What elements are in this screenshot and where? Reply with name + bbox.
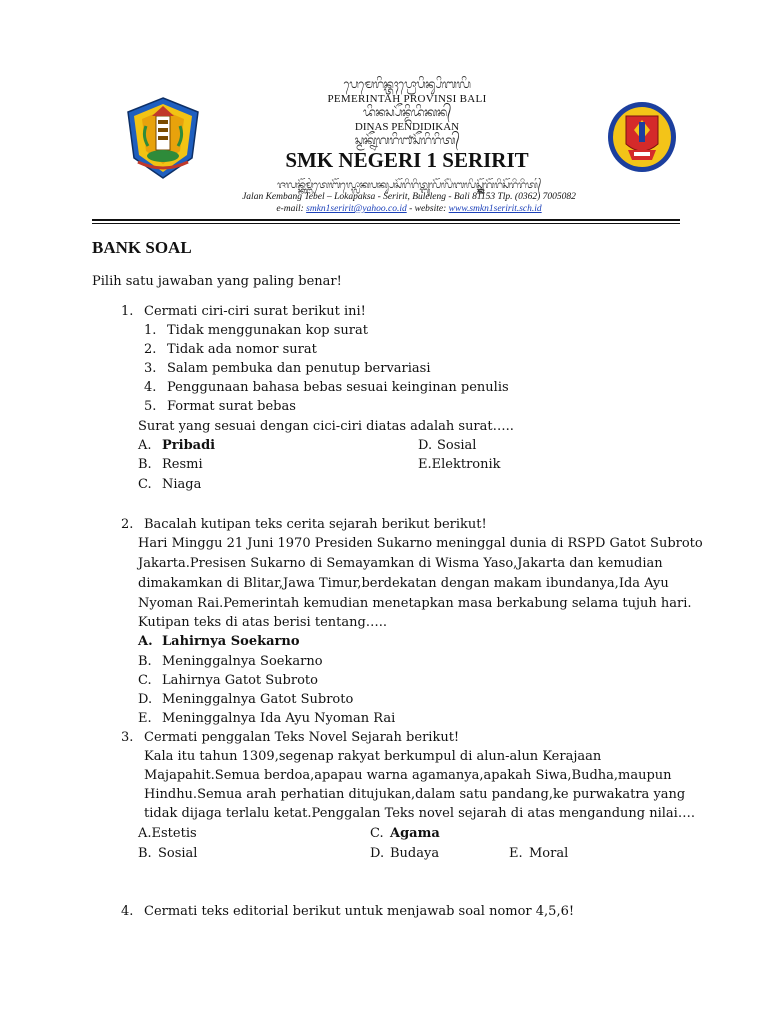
option-letter: D.: [138, 692, 153, 707]
list-item-number: 3.: [144, 361, 157, 376]
option-letter: B.: [138, 654, 152, 669]
passage-line: dimakamkan di Blitar,Jawa Timur,berdekatan dengan makam ibundanya,Ida Ayu: [138, 576, 669, 591]
option-text-answer: Pribadi: [162, 438, 216, 453]
passage-line: Hari Minggu 21 Juni 1970 Presiden Sukarno meninggal dunia di RSPD Gatot Subroto: [138, 536, 703, 551]
option-text-answer: Lahirnya Soekarno: [162, 634, 300, 649]
school-address: Jalan Kembang Tebel – Lokapaksa - Seririt, Buleleng - Bali 81153 Tlp. (0362) 7005082: [242, 192, 576, 202]
list-item-number: 5.: [144, 399, 157, 414]
option-text: Sosial: [158, 846, 198, 861]
option-text: E.Elektronik: [418, 457, 501, 472]
option-text: Resmi: [162, 457, 203, 472]
balinese-script-address: ᬚᬮᬦ᭄ᬓᭂᬫ᭄ᬩᬂᬢᬾᬩᭂᬮ᭄ᬮᭀᬓᬧᬓ᭄ᬲᬲᭂᬭᬶᬭᬶᬢ᭄ᬩᬸᬮᭂᬮᭂᬂᬩᬮᬶᬲ᭄ᬫ᭄ᬓ᭄ᬦᭂᬕᭂᬭᬶᬲᭂᬭᬶᬭᬶᬢ᭄: [277, 180, 541, 191]
option-letter: C.: [138, 477, 152, 492]
passage-line: Kala itu tahun 1309,segenap rakyat berkumpul di alun-alun Kerajaan: [144, 749, 602, 764]
list-item: Tidak menggunakan kop surat: [167, 323, 368, 338]
option-letter: A.: [138, 438, 152, 453]
question-prompt: Cermati penggalan Teks Novel Sejarah berikut!: [144, 730, 460, 745]
passage-line: Majapahit.Semua berdoa,apapau warna agamanya,apakah Siwa,Budha,maupun: [144, 768, 672, 783]
list-item: Format surat bebas: [167, 399, 296, 414]
question-number: 1.: [121, 304, 134, 319]
option-text: Meninggalnya Soekarno: [162, 654, 323, 669]
letterhead: [0, 0, 768, 232]
letterhead-divider-thick: [92, 219, 680, 221]
bali-province-emblem-logo: [122, 96, 204, 180]
balinese-script-line: ᬤᬶᬦᬲ᭄ᬧᭂᬦ᭄ᬤᬶᬤᬶᬓᬦ᭄: [363, 104, 451, 119]
website-link[interactable]: www.smkn1seririt.sch.id: [448, 204, 542, 214]
list-item-number: 1.: [144, 323, 157, 338]
list-item: Penggunaan bahasa bebas sesuai keinginan penulis: [167, 380, 509, 395]
question-prompt: Bacalah kutipan teks cerita sejarah berikut berikut!: [144, 517, 487, 532]
option-text: Meninggalnya Gatot Subroto: [162, 692, 354, 707]
balinese-script-line: ᬲ᭄ᬫᬓ᭄ᬦᭂᬕᬭᬶ᭑ᬲᭂᬭᬶᬭᬶᬢ᭄: [354, 132, 460, 147]
list-item: Tidak ada nomor surat: [167, 342, 317, 357]
contact-line: [184, 204, 634, 214]
government-name: PEMERINTAH PROVINSI BALI: [327, 93, 487, 106]
option-letter: A.: [138, 634, 153, 649]
option-text: Sosial: [437, 438, 477, 453]
question-stem: Kutipan teks di atas berisi tentang…..: [138, 615, 388, 630]
option-letter: B.: [138, 457, 152, 472]
option-text: Budaya: [390, 846, 440, 861]
option-text: Moral: [529, 846, 569, 861]
letterhead-divider-thin: [92, 223, 680, 224]
option-letter: E.: [138, 711, 152, 726]
instruction: Pilih satu jawaban yang paling benar!: [92, 274, 342, 289]
option-text: Meninggalnya Ida Ayu Nyoman Rai: [162, 711, 396, 726]
list-item-number: 2.: [144, 342, 157, 357]
school-name: SMK NEGERI 1 SERIRIT: [285, 147, 529, 172]
balinese-script-line: ᬧᬾᬫᬾᬭᬶᬦ᭄ᬢᬄᬧ᭄ᬭᭀᬧᬶᬦ᭄ᬲᬶᬩᬮᬶ: [343, 77, 471, 91]
option-letter: D.: [418, 438, 433, 453]
passage-line: tidak dijaga terlalu ketat.Penggalan Teks novel sejarah di atas mengandung nilai….: [144, 806, 695, 821]
school-emblem-logo: [606, 100, 678, 174]
option-letter: C.: [138, 673, 152, 688]
question-stem: Surat yang sesuai dengan cici-ciri diatas adalah surat…..: [138, 419, 514, 434]
option-text: A.Estetis: [138, 826, 197, 841]
website-label: - website:: [406, 204, 449, 214]
page-title: BANK SOAL: [92, 238, 192, 257]
option-text-answer: Agama: [390, 826, 440, 841]
email-link[interactable]: smkn1seririt@yahoo.co.id: [306, 204, 407, 214]
question-prompt: Cermati ciri-ciri surat berikut ini!: [144, 304, 366, 319]
question-prompt: Cermati teks editorial berikut untuk menjawab soal nomor 4,5,6!: [144, 904, 575, 919]
list-item-number: 4.: [144, 380, 157, 395]
option-letter: E.: [509, 846, 523, 861]
list-item: Salam pembuka dan penutup bervariasi: [167, 361, 431, 376]
passage-line: Jakarta.Presisen Sukarno di Semayamkan di Wisma Yaso,Jakarta dan kemudian: [138, 556, 663, 571]
option-letter: B.: [138, 846, 152, 861]
option-letter: C.: [370, 826, 384, 841]
department-name: DINAS PENDIDIKAN: [354, 121, 460, 134]
letterhead-text: [212, 78, 602, 172]
question-number: 2.: [121, 517, 134, 532]
passage-line: Hindhu.Semua arah perhatian ditujukan,dalam satu pandang,ke purwakatra yang: [144, 787, 686, 802]
option-text: Niaga: [162, 477, 202, 492]
option-letter: D.: [370, 846, 385, 861]
passage-line: Nyoman Rai.Pemerintah kemudian menetapkan masa berkabung selama tujuh hari.: [138, 596, 692, 611]
option-text: Lahirnya Gatot Subroto: [162, 673, 318, 688]
email-label: e-mail:: [276, 204, 307, 214]
question-number: 3.: [121, 730, 134, 745]
question-number: 4.: [121, 904, 134, 919]
